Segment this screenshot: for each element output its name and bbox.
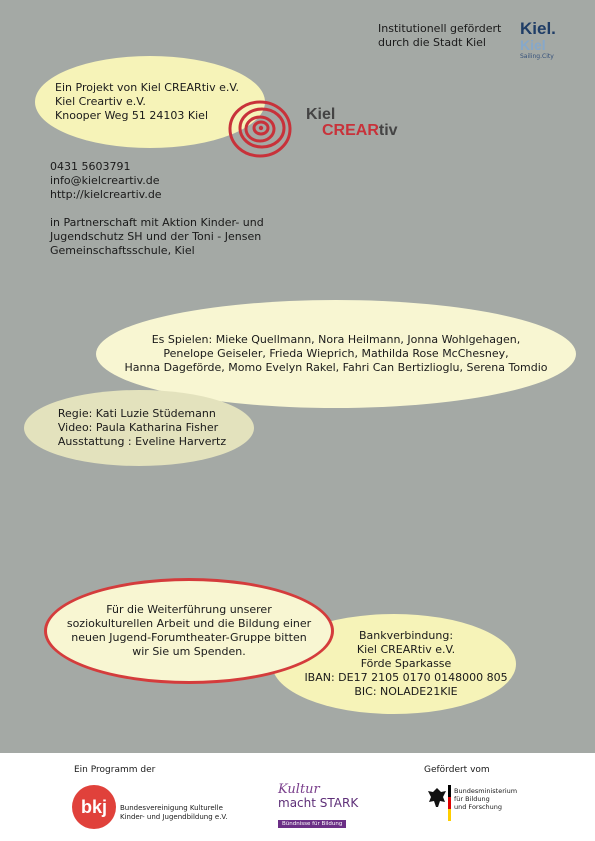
spiral-icon <box>226 96 298 162</box>
project-line-3: Knooper Weg 51 24103 Kiel <box>55 109 208 122</box>
contact-web[interactable]: http://kielcreartiv.de <box>50 188 162 201</box>
contact-email[interactable]: info@kielcreartiv.de <box>50 174 160 187</box>
kiel-logo-sub: Kiel <box>520 37 546 53</box>
donation-line-3: neuen Jugend-Forumtheater-Gruppe bitten <box>71 631 307 644</box>
funded-label: Gefördert vom <box>424 765 490 775</box>
logo-word-creartiv <box>322 122 398 140</box>
bmbf-line-2: für Bildung <box>454 795 490 803</box>
contact-phone: 0431 5603791 <box>50 160 131 173</box>
crew-line-2: Video: Paula Katharina Fisher <box>57 421 219 434</box>
donation-line-2: soziokulturellen Arbeit und die Bildung einer <box>66 617 312 630</box>
kiel-creartiv-logo <box>226 96 416 162</box>
funding-note <box>378 22 501 50</box>
bkj-logo-mark: bkj <box>72 785 116 829</box>
bank-iban: IBAN: DE17 2105 0170 0148000 805 <box>304 671 508 684</box>
donation-bubble <box>44 578 334 684</box>
bmbf-line-3: und Forschung <box>454 803 503 811</box>
bank-line-3: Förde Sparkasse <box>360 657 452 670</box>
bkj-name <box>120 804 228 822</box>
footer <box>0 753 595 841</box>
bkj-line-1: Bundesvereinigung Kulturelle <box>120 804 223 812</box>
logo-word-tiv: tiv <box>378 122 398 139</box>
partnership-block <box>50 216 264 258</box>
donation-line-1: Für die Weiterführung unserer <box>106 603 272 616</box>
kultur-macht-stark-logo <box>278 783 368 829</box>
kiel-tagline: Sailing.City <box>520 53 554 60</box>
crew-bubble <box>24 390 254 466</box>
federal-eagle-icon <box>426 785 448 827</box>
bmbf-line-1: Bundesministerium <box>454 787 518 795</box>
partnership-line-1: in Partnerschaft mit Aktion Kinder- und <box>50 216 264 229</box>
partnership-line-2: Jugendschutz SH und der Toni - Jensen <box>50 230 262 243</box>
crew-line-3: Ausstattung : Eveline Harvertz <box>57 435 227 448</box>
kiel-logo-text: Kiel. <box>520 19 556 38</box>
cast-line-2: Penelope Geiseler, Frieda Wieprich, Mathilda Rose McChesney, <box>163 347 509 360</box>
contact-block <box>50 160 162 202</box>
cast-line-1: Es Spielen: Mieke Quellmann, Nora Heilmann, Jonna Wohlgehagen, <box>151 333 521 346</box>
funding-line-2: durch die Stadt Kiel <box>378 36 486 49</box>
kms-line-1: Kultur <box>278 782 320 797</box>
project-line-2: Kiel Creartiv e.V. <box>55 95 146 108</box>
bank-line-1: Bankverbindung: <box>358 629 454 642</box>
crew-line-1: Regie: Kati Luzie Stüdemann <box>57 407 216 420</box>
funding-line-1: Institutionell gefördert <box>378 22 502 35</box>
kms-line-2: macht STARK <box>278 796 359 810</box>
partnership-line-3: Gemeinschaftsschule, Kiel <box>50 244 195 257</box>
project-line-1: Ein Projekt von Kiel CREARtiv e.V. <box>55 81 239 94</box>
logo-word-crear: CREAR <box>322 122 379 139</box>
bmbf-name <box>454 787 517 811</box>
cast-line-3: Hanna Dageförde, Momo Evelyn Rakel, Fahri Can Bertizlioglu, Serena Tomdio <box>124 361 548 374</box>
logo-word-kiel: Kiel <box>306 106 336 123</box>
donation-line-4: wir Sie um Spenden. <box>132 645 246 658</box>
kms-line-3: Bündnisse für Bildung <box>278 820 346 828</box>
kiel-city-logo <box>520 20 580 62</box>
bank-bic: BIC: NOLADE21KIE <box>354 685 458 698</box>
bank-line-2: Kiel CREARtiv e.V. <box>356 643 456 656</box>
bkj-line-2: Kinder- und Jugendbildung e.V. <box>120 813 228 821</box>
program-label: Ein Programm der <box>74 765 156 775</box>
